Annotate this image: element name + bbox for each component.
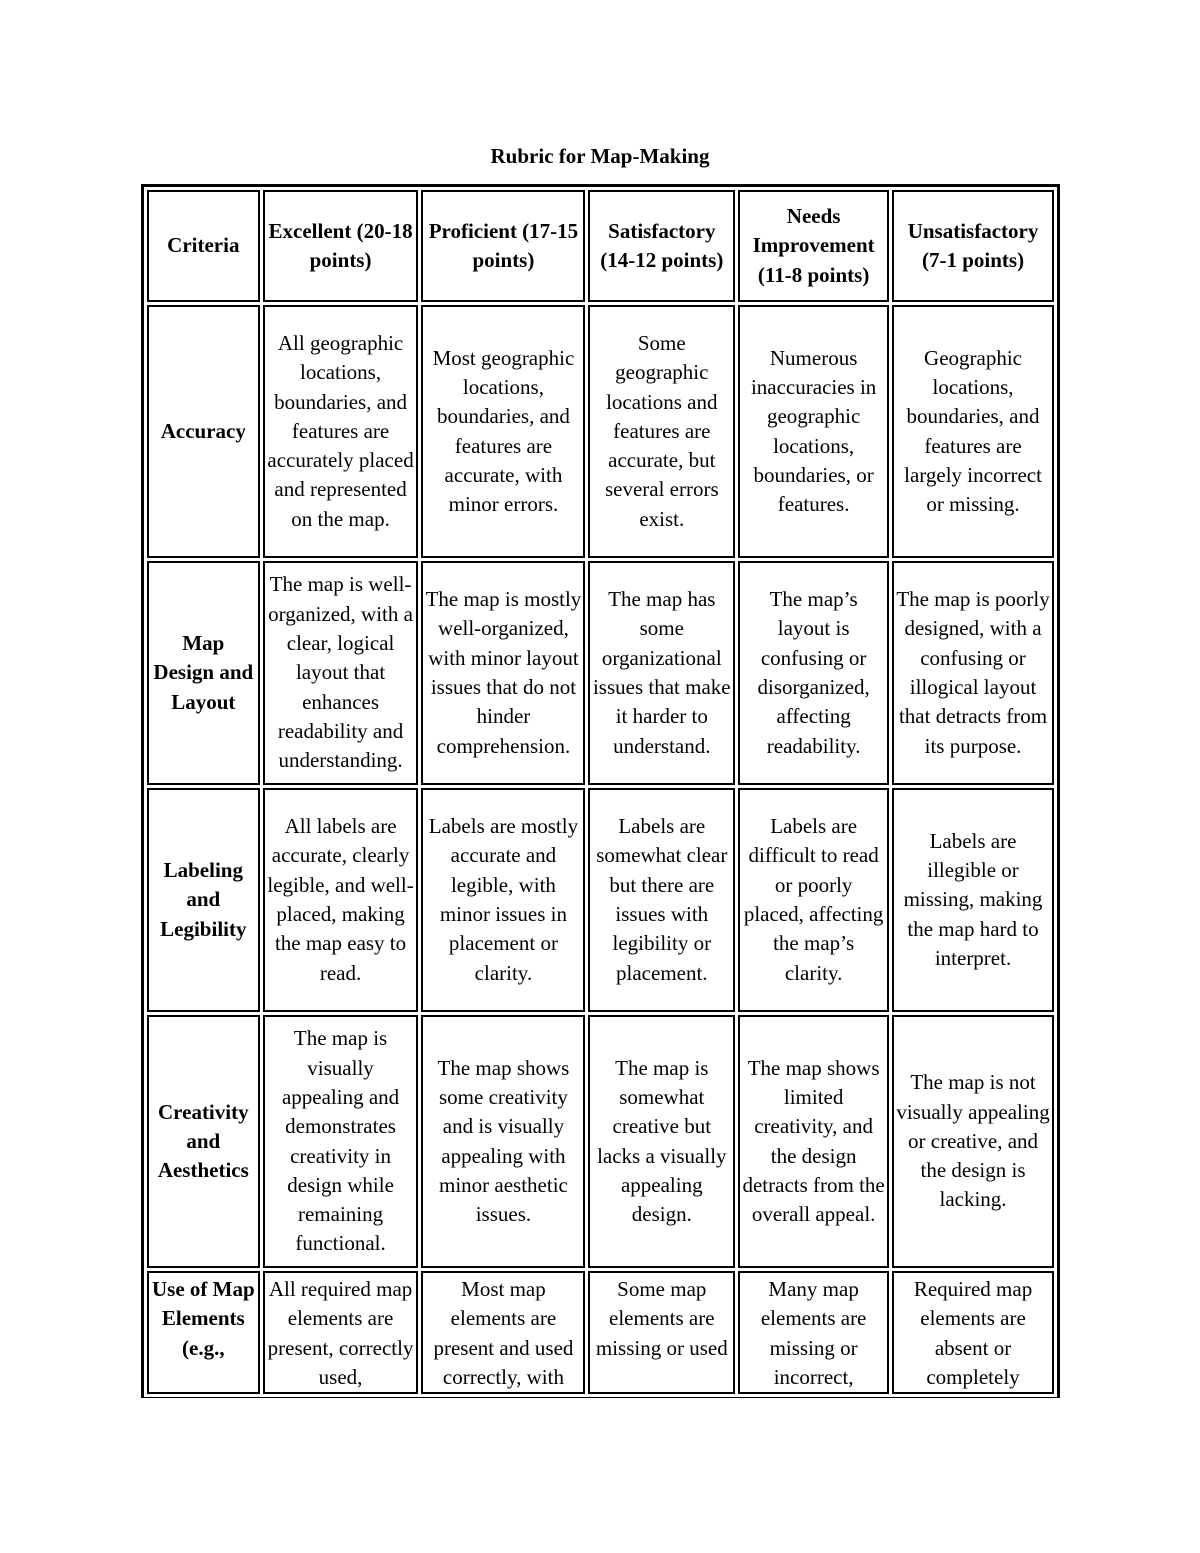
criterion-creativity: Creativity and Aesthetics [147, 1015, 260, 1268]
criterion-map-design: Map Design and Layout [147, 561, 260, 785]
table-cell: The map shows some creativity and is visually appealing with minor aesthetic issues. [421, 1015, 585, 1268]
table-cell: Most geographic locations, boundaries, and features are accurate, with minor errors. [421, 305, 585, 558]
table-cell: Most map elements are present and used correctly, with [421, 1271, 585, 1394]
rubric-table-container [141, 184, 1060, 1398]
table-row [147, 561, 1054, 785]
criterion-map-elements: Use of Map Elements (e.g., [147, 1271, 260, 1394]
table-cell: Labels are somewhat clear but there are issues with legibility or placement. [588, 788, 735, 1012]
table-cell: Labels are difficult to read or poorly placed, affecting the map’s clarity. [738, 788, 889, 1012]
table-cell: The map is mostly well-organized, with minor layout issues that do not hinder comprehension. [421, 561, 585, 785]
table-cell: All required map elements are present, correctly used, [263, 1271, 419, 1394]
table-cell: All labels are accurate, clearly legible, and well-placed, making the map easy to read. [263, 788, 419, 1012]
table-cell: All geographic locations, boundaries, and features are accurately placed and represented on the map. [263, 305, 419, 558]
table-cell: The map is somewhat creative but lacks a visually appealing design. [588, 1015, 735, 1268]
header-needs-improvement: Needs Improvement (11-8 points) [738, 190, 889, 302]
table-cell: Many map elements are missing or incorrect, [738, 1271, 889, 1394]
table-cell: The map is not visually appealing or creative, and the design is lacking. [892, 1015, 1054, 1268]
document-title: Rubric for Map-Making [490, 144, 710, 168]
table-row [147, 1271, 1054, 1394]
header-unsatisfactory: Unsatisfactory (7-1 points) [892, 190, 1054, 302]
table-row [147, 1015, 1054, 1268]
header-criteria: Criteria [147, 190, 260, 302]
table-cell: The map shows limited creativity, and the design detracts from the overall appeal. [738, 1015, 889, 1268]
criterion-labeling: Labeling and Legibility [147, 788, 260, 1012]
table-cell: Some map elements are missing or used [588, 1271, 735, 1394]
table-cell: The map is visually appealing and demonstrates creativity in design while remaining functional. [263, 1015, 419, 1268]
header-proficient: Proficient (17-15 points) [421, 190, 585, 302]
header-excellent: Excellent (20-18 points) [263, 190, 419, 302]
table-cell: Some geographic locations and features are accurate, but several errors exist. [588, 305, 735, 558]
table-cell: The map is poorly designed, with a confusing or illogical layout that detracts from its purpose. [892, 561, 1054, 785]
header-row [147, 190, 1054, 302]
table-cell: The map has some organizational issues that make it harder to understand. [588, 561, 735, 785]
criterion-accuracy: Accuracy [147, 305, 260, 558]
table-row [147, 305, 1054, 558]
rubric-table [141, 184, 1060, 1398]
table-row [147, 788, 1054, 1012]
header-satisfactory: Satisfactory (14-12 points) [588, 190, 735, 302]
table-cell: Labels are mostly accurate and legible, with minor issues in placement or clarity. [421, 788, 585, 1012]
table-cell: The map’s layout is confusing or disorganized, affecting readability. [738, 561, 889, 785]
table-cell: Labels are illegible or missing, making the map hard to interpret. [892, 788, 1054, 1012]
table-cell: Numerous inaccuracies in geographic locations, boundaries, or features. [738, 305, 889, 558]
table-cell: Geographic locations, boundaries, and features are largely incorrect or missing. [892, 305, 1054, 558]
table-cell: The map is well-organized, with a clear, logical layout that enhances readability and understanding. [263, 561, 419, 785]
table-cell: Required map elements are absent or completely [892, 1271, 1054, 1394]
